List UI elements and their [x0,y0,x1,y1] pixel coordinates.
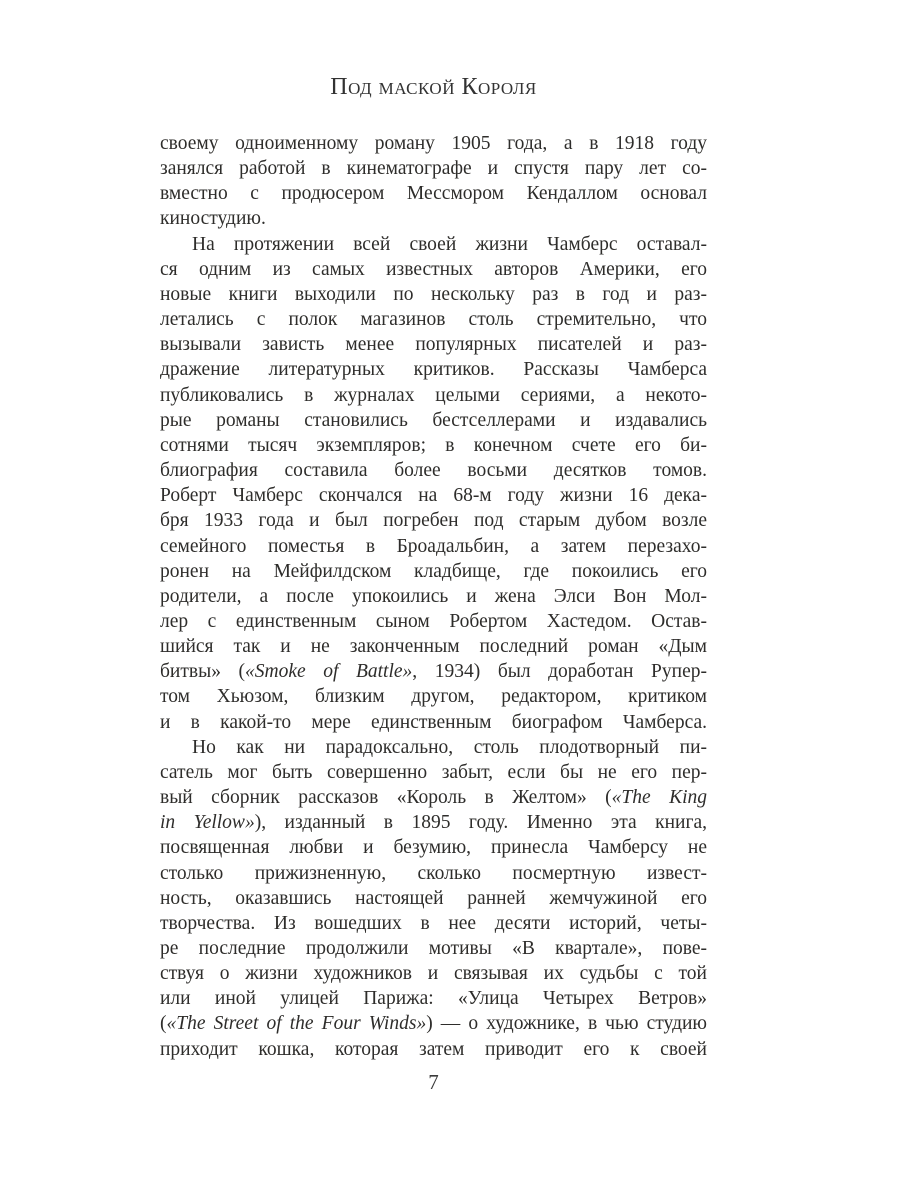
text-line [160,810,707,835]
text-segment: ствуя о жизни художников и связывая их судьбы с той [160,963,707,985]
text-segment: и в какой-то мере единственным биографом Чамберса. [160,711,707,733]
text-line [160,181,707,206]
text-line [160,861,707,886]
text-line [160,684,707,709]
text-segment: новые книги выходили по нескольку раз в год и раз- [160,283,707,305]
text-line [160,609,707,634]
text-segment: лер с единственным сыном Робертом Хастедом. Остав- [160,610,707,632]
text-line [160,634,707,659]
italic-title-segment: «The King [611,787,707,809]
text-segment: ронен на Мейфилдском кладбище, где покоились его [160,560,707,582]
body-text [160,131,707,1062]
text-segment: Роберт Чамберс скончался на 68-м году жизни 16 дека- [160,485,707,507]
text-line [160,559,707,584]
italic-title-segment: «The Street of the Four Winds» [166,1013,427,1035]
text-segment: , 1934) был доработан Рупер- [412,661,707,683]
italic-title-segment: in Yellow» [160,812,255,834]
text-segment: своему одноименному роману 1905 года, а в 1918 году [160,133,707,154]
text-segment: дражение литературных критиков. Рассказы Чамберса [160,359,707,381]
text-segment: ), изданный в 1895 году. Именно эта книга, [254,812,707,834]
text-segment: блиография составила более восьми десятков томов. [160,460,707,482]
text-segment: шийся так и не законченным последний роман «Дым [160,636,707,658]
text-line [160,961,707,986]
running-header: Под маской Короля [330,74,537,100]
text-line [160,307,707,332]
paragraph [160,735,707,1062]
text-segment: ся одним из самых известных авторов Америки, его [160,258,707,280]
text-segment: семейного поместья в Броадальбин, а затем перезахо- [160,535,707,557]
text-segment: киностудию. [160,208,266,230]
text-line [160,584,707,609]
text-line [160,508,707,533]
text-segment: столько прижизненную, сколько посмертную извест- [160,862,707,884]
text-line [160,1037,707,1062]
text-segment: вызывали зависть менее популярных писателей и раз- [160,334,707,356]
text-segment: приходит кошка, которая затем приводит его к своей [160,1038,707,1060]
text-segment: летались с полок магазинов столь стремительно, что [160,309,707,331]
text-line [160,408,707,433]
text-line [160,659,707,684]
page-number: 7 [428,1070,439,1094]
text-line [160,886,707,911]
text-line [160,357,707,382]
text-segment: бря 1933 года и был погребен под старым дубом возле [160,510,707,532]
text-segment: том Хьюзом, близким другом, редактором, критиком [160,686,707,708]
text-segment: публиковались в журналах целыми сериями, а некото- [160,384,707,406]
text-segment: ( [160,1013,167,1035]
text-line [160,986,707,1011]
text-segment: ность, оказавшись настоящей ранней жемчужиной его [160,887,707,909]
text-line [160,156,707,181]
text-segment: занялся работой в кинематографе и спустя пару лет со- [160,158,707,180]
text-line [160,383,707,408]
text-segment: ) — о художнике, в чью студию [426,1013,707,1035]
text-line [160,785,707,810]
text-segment: посвященная любви и безумию, принесла Чамберсу не [160,837,707,859]
text-line [160,1011,707,1036]
text-segment: сотнями тысяч экземпляров; в конечном счете его би- [160,434,707,456]
text-line [160,232,707,257]
text-segment: родители, а после упокоились и жена Элси Вон Мол- [160,585,707,607]
paragraph [160,232,707,735]
text-segment: творчества. Из вошедших в нее десяти историй, четы- [160,912,707,934]
text-line [160,835,707,860]
text-line [160,332,707,357]
text-line [160,483,707,508]
paragraph [160,131,707,232]
text-line [160,458,707,483]
text-line [160,433,707,458]
text-line [160,534,707,559]
text-line [160,735,707,760]
text-segment: Но как ни парадоксально, столь плодотворный пи- [192,736,707,758]
text-segment: рые романы становились бестселлерами и издавались [160,409,707,431]
italic-title-segment: «Smoke of Battle» [245,661,413,683]
text-line [160,131,707,156]
text-segment: На протяжении всей своей жизни Чамберс оставал- [192,233,707,255]
text-line [160,257,707,282]
text-line [160,206,707,231]
text-line [160,760,707,785]
text-line [160,936,707,961]
text-segment: сатель мог быть совершенно забыт, если бы не его пер- [160,761,707,783]
text-segment: ре последние продолжили мотивы «В квартале», пове- [160,938,707,959]
text-line [160,710,707,735]
text-line [160,911,707,936]
text-segment: вместно с продюсером Мессмором Кендаллом основал [160,183,707,205]
text-segment: битвы» ( [160,661,246,683]
text-line [160,282,707,307]
text-segment: или иной улицей Парижа: «Улица Четырех Ветров» [160,988,707,1010]
text-segment: вый сборник рассказов «Король в Желтом» ( [160,787,612,809]
